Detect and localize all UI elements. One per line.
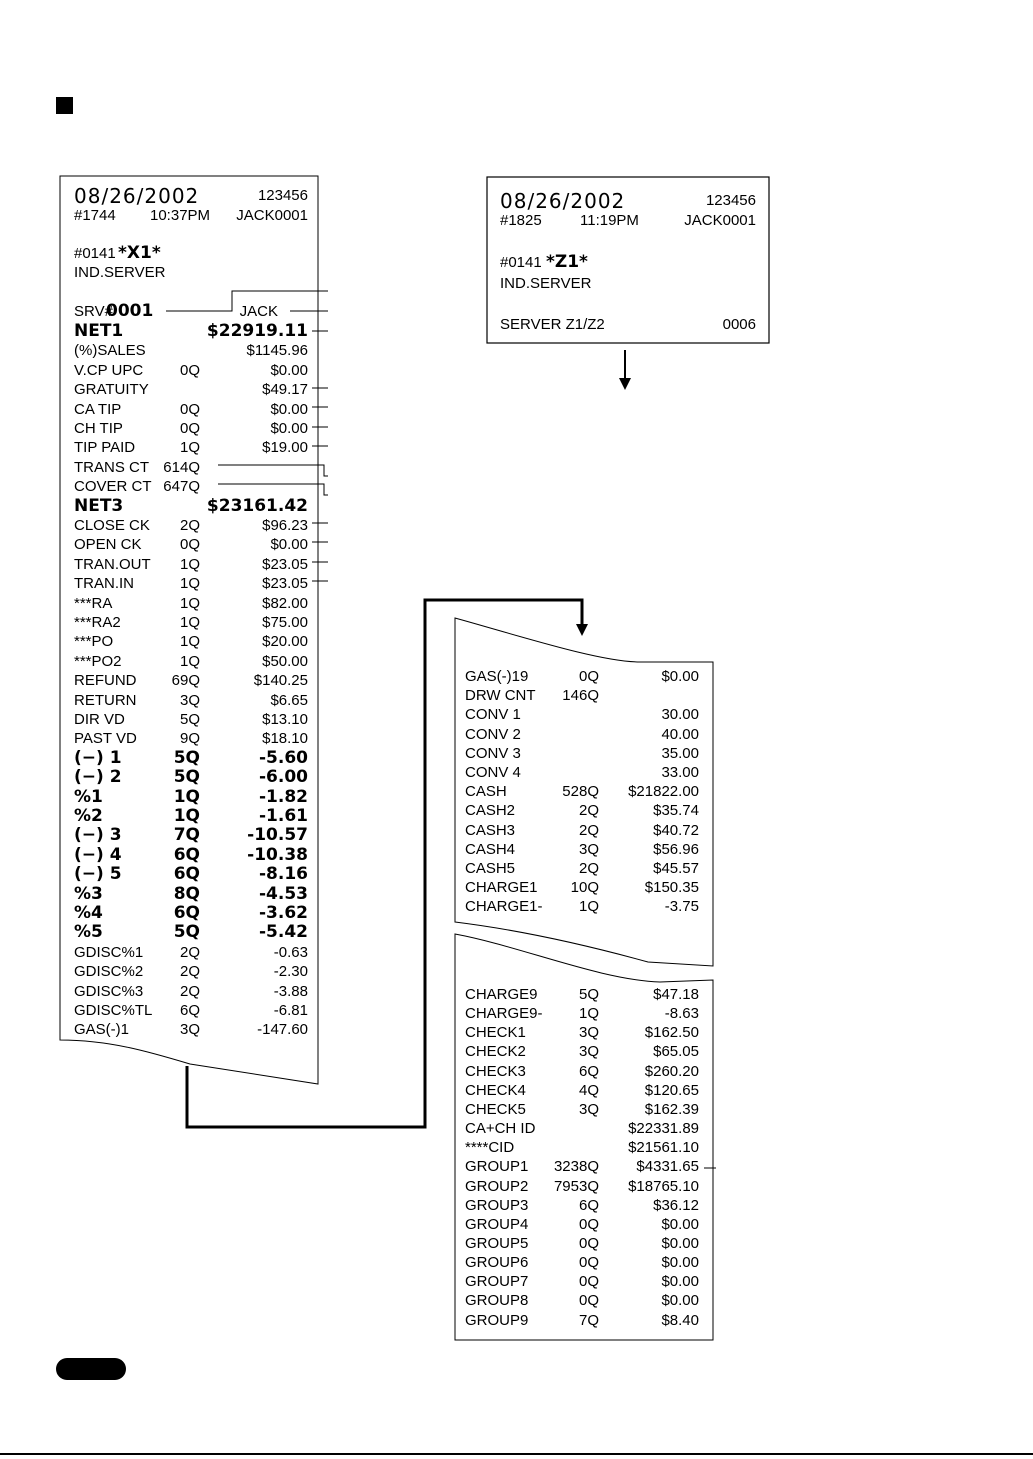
line-label: CONV 3 <box>465 744 521 762</box>
line-amount: $75.00 <box>262 614 308 631</box>
line-amount: $65.05 <box>653 1043 699 1061</box>
x-consec-no: #1744 <box>74 207 116 224</box>
line-label: GDISC%TL <box>74 1002 153 1019</box>
line-qty: 647Q <box>163 478 200 496</box>
line-label: CASH3 <box>465 821 516 839</box>
x-report-name: IND.SERVER <box>74 264 166 281</box>
line-qty: 5Q <box>173 922 200 943</box>
line-amount: -5.42 <box>259 922 308 943</box>
receipt-line <box>465 744 699 763</box>
line-label: CHARGE1 <box>465 879 538 897</box>
line-amount: $35.74 <box>653 802 699 820</box>
line-label: CLOSE CK <box>74 517 150 534</box>
line-qty: 1Q <box>179 633 200 651</box>
line-qty: 2Q <box>179 963 200 981</box>
line-label: (−) 5 <box>74 864 122 885</box>
line-qty: 0Q <box>578 1254 599 1272</box>
line-amount: 30.00 <box>661 706 699 724</box>
line-label: TIP PAID <box>74 439 136 457</box>
receipt-line <box>74 535 308 554</box>
line-label: TRANS CT <box>74 458 149 476</box>
receipt-line <box>74 904 308 923</box>
line-amount: $8.40 <box>661 1311 699 1329</box>
line-qty: 0Q <box>578 1292 599 1310</box>
x-report-receipt <box>74 184 308 1044</box>
line-label: %5 <box>74 922 103 943</box>
line-qty: 2Q <box>179 517 200 534</box>
line-label: RETURN <box>74 691 137 709</box>
z-time: 11:19PM <box>580 212 639 229</box>
line-label: CASH <box>465 783 507 801</box>
line-amount: $120.65 <box>644 1081 699 1099</box>
line-label: CA+CH ID <box>465 1120 536 1138</box>
line-label: TRAN.OUT <box>74 555 151 573</box>
line-qty: 2Q <box>578 802 599 820</box>
receipt-line <box>74 962 308 981</box>
line-amount: $0.00 <box>270 420 308 437</box>
line-amount: -147.60 <box>257 1021 308 1039</box>
page-tab <box>56 1358 126 1380</box>
z-report-receipt <box>500 189 756 339</box>
receipt-line <box>74 865 308 884</box>
z-counter-label: SERVER Z1/Z2 <box>500 316 605 333</box>
receipt-line <box>74 477 308 496</box>
line-amount: $0.00 <box>661 1215 699 1233</box>
x-machine-no: 123456 <box>257 187 308 204</box>
line-qty: 5Q <box>173 747 200 768</box>
line-qty: 0Q <box>179 420 200 437</box>
line-label: GROUP4 <box>465 1215 529 1233</box>
receipt-line <box>465 1042 699 1061</box>
receipt-line <box>74 846 308 865</box>
line-qty: 5Q <box>578 986 599 1003</box>
receipt-line <box>465 725 699 744</box>
line-label: CHARGE1- <box>465 898 543 916</box>
line-label: GROUP7 <box>465 1273 529 1291</box>
z-consec-no: #1825 <box>500 212 542 229</box>
receipt-line <box>74 729 308 748</box>
line-amount: $21561.10 <box>628 1139 699 1157</box>
line-amount: $140.25 <box>253 672 308 690</box>
receipt-line <box>74 691 308 710</box>
receipt-line <box>74 710 308 729</box>
line-label: NET1 <box>74 321 124 341</box>
x-time: 10:37PM <box>150 207 211 224</box>
line-label: CHARGE9- <box>465 1005 543 1023</box>
line-amount: $0.00 <box>270 536 308 554</box>
line-qty: 3Q <box>578 840 599 858</box>
receipt-line <box>74 1020 308 1039</box>
receipt-line <box>465 1177 699 1196</box>
line-qty: 8Q <box>173 883 200 904</box>
line-qty: 3Q <box>578 1024 599 1042</box>
receipt-line <box>74 341 308 360</box>
receipt-line <box>465 1100 699 1119</box>
receipt-line <box>465 1291 699 1310</box>
line-qty: 6Q <box>173 844 200 865</box>
line-amount: $22331.89 <box>628 1120 699 1138</box>
line-qty: 2Q <box>578 821 599 839</box>
receipt-line <box>74 652 308 671</box>
line-label: %1 <box>74 786 103 807</box>
line-qty: 1Q <box>179 652 200 670</box>
receipt-line <box>74 943 308 962</box>
line-qty: 528Q <box>562 783 599 801</box>
line-label: CONV 2 <box>465 725 521 743</box>
line-label: CASH4 <box>465 840 516 858</box>
receipt-line <box>74 768 308 787</box>
receipt-line <box>74 400 308 419</box>
line-label: GDISC%3 <box>74 982 144 1000</box>
line-amount: $23.05 <box>262 555 308 573</box>
receipt-line <box>465 1196 699 1215</box>
line-qty: 4Q <box>578 1081 599 1099</box>
line-amount: -3.88 <box>273 982 308 1000</box>
line-qty: 2Q <box>578 860 599 877</box>
line-label: GAS(-)1 <box>74 1021 130 1039</box>
line-amount: $0.00 <box>270 400 308 418</box>
receipt-line <box>74 1001 308 1020</box>
line-qty: 3Q <box>578 1043 599 1061</box>
line-qty: 0Q <box>578 1234 599 1252</box>
line-label: CH TIP <box>74 420 123 437</box>
line-qty: 3Q <box>578 1100 599 1118</box>
receipt-line <box>74 982 308 1001</box>
line-amount: $18765.10 <box>628 1177 699 1195</box>
line-qty: 146Q <box>562 687 599 705</box>
line-amount: $56.96 <box>653 840 699 858</box>
receipt-line <box>465 1157 699 1176</box>
z-date: 08/26/2002 <box>500 189 626 213</box>
x-server-no: 0001 <box>106 301 154 321</box>
x-date: 08/26/2002 <box>74 184 200 208</box>
receipt-line <box>74 632 308 651</box>
line-qty: 5Q <box>179 711 200 728</box>
line-amount: -3.62 <box>259 903 308 923</box>
receipt-line <box>74 322 308 341</box>
receipt-line <box>465 667 699 686</box>
line-label: CHECK3 <box>465 1062 526 1080</box>
line-amount: -10.57 <box>247 825 308 846</box>
receipt-line <box>465 1023 699 1042</box>
receipt-line <box>465 782 699 801</box>
receipt-line <box>465 1119 699 1138</box>
receipt-line <box>74 749 308 768</box>
line-amount: $162.50 <box>644 1024 699 1042</box>
receipt-line <box>465 897 699 916</box>
line-amount: 35.00 <box>661 744 699 762</box>
receipt-line <box>74 594 308 613</box>
line-qty: 6Q <box>578 1196 599 1214</box>
line-amount: $47.18 <box>653 986 699 1003</box>
receipt-line <box>465 763 699 782</box>
line-amount: $82.00 <box>262 594 308 612</box>
line-label: V.CP UPC <box>74 361 144 379</box>
z-report-id: #0141 <box>500 254 542 271</box>
line-label: (−) 3 <box>74 825 122 846</box>
x-operator: JACK0001 <box>236 207 308 224</box>
z-counter-value: 0006 <box>722 316 756 333</box>
line-qty: 7Q <box>578 1311 599 1329</box>
receipt-line <box>465 878 699 897</box>
page-bottom-rule <box>0 1453 1033 1455</box>
line-qty: 5Q <box>173 767 200 788</box>
line-label: ***RA <box>74 594 113 612</box>
receipt-line <box>74 516 308 535</box>
line-label: CHARGE9 <box>465 986 538 1003</box>
line-label: (−) 4 <box>74 844 122 865</box>
line-label: CHECK1 <box>465 1024 526 1042</box>
receipt-line <box>74 555 308 574</box>
receipt-line <box>74 826 308 845</box>
x-server-label: SRV# <box>74 303 113 320</box>
receipt-line <box>465 1311 699 1330</box>
line-qty: 1Q <box>179 575 200 593</box>
receipt-line <box>465 1215 699 1234</box>
line-qty: 0Q <box>578 1273 599 1291</box>
line-label: %2 <box>74 806 103 826</box>
line-label: GROUP2 <box>465 1177 529 1195</box>
line-label: NET3 <box>74 495 124 516</box>
line-amount: $22919.11 <box>206 321 308 341</box>
receipt-line <box>465 1272 699 1291</box>
line-qty: 0Q <box>578 1215 599 1233</box>
line-amount: $20.00 <box>262 633 308 651</box>
line-qty: 0Q <box>179 400 200 418</box>
receipt-line <box>74 885 308 904</box>
line-label: GRATUITY <box>74 381 149 399</box>
receipt-line <box>74 458 308 477</box>
line-qty: 7953Q <box>553 1177 599 1195</box>
line-label: (−) 1 <box>74 747 122 768</box>
line-label: CASH5 <box>465 860 516 877</box>
line-qty: 1Q <box>179 594 200 612</box>
line-amount: $0.00 <box>270 361 308 379</box>
line-amount: $0.00 <box>661 1254 699 1272</box>
line-qty: 3Q <box>179 1021 200 1039</box>
line-label: ***PO2 <box>74 652 122 670</box>
z-machine-no: 123456 <box>705 192 756 209</box>
z-operator: JACK0001 <box>684 212 756 229</box>
line-amount: $6.65 <box>270 691 308 709</box>
line-label: COVER CT <box>74 478 152 496</box>
line-label: CHECK5 <box>465 1100 526 1118</box>
receipt-line <box>465 821 699 840</box>
line-amount: $50.00 <box>262 652 308 670</box>
line-amount: -1.82 <box>259 786 308 807</box>
line-amount: -10.38 <box>247 844 308 865</box>
line-amount: $4331.65 <box>636 1158 699 1176</box>
receipt-line <box>465 1234 699 1253</box>
line-qty: 1Q <box>179 555 200 573</box>
receipt-line <box>465 985 699 1004</box>
arrow-down-head <box>619 378 631 390</box>
line-qty: 2Q <box>179 982 200 1000</box>
receipt-line <box>74 807 308 826</box>
receipt-line <box>74 923 308 942</box>
line-amount: $49.17 <box>262 381 308 399</box>
line-amount: -4.53 <box>259 883 308 904</box>
line-amount: $150.35 <box>644 879 699 897</box>
line-amount: $0.00 <box>661 1273 699 1291</box>
receipt-line <box>74 497 308 516</box>
line-qty: 2Q <box>179 943 200 961</box>
line-qty: 6Q <box>173 903 200 923</box>
connector-arrow-head <box>576 624 588 636</box>
line-qty: 1Q <box>179 614 200 631</box>
line-label: GROUP8 <box>465 1292 529 1310</box>
line-label: CHECK4 <box>465 1081 526 1099</box>
line-label: GROUP5 <box>465 1234 529 1252</box>
line-amount: $0.00 <box>661 1292 699 1310</box>
line-label: GROUP1 <box>465 1158 529 1176</box>
line-qty: 614Q <box>163 458 200 476</box>
line-qty: 1Q <box>578 1005 599 1023</box>
line-label: TRAN.IN <box>74 575 134 593</box>
x-report-mode: *X1* <box>118 243 161 263</box>
line-label: CHECK2 <box>465 1043 526 1061</box>
receipt-line <box>74 419 308 438</box>
line-amount: -0.63 <box>273 943 308 961</box>
line-label: GAS(-)19 <box>465 668 529 685</box>
line-amount: -6.00 <box>259 767 308 788</box>
line-amount: $45.57 <box>653 860 699 877</box>
receipt-line <box>465 1138 699 1157</box>
line-label: GDISC%2 <box>74 963 144 981</box>
receipt-line <box>74 788 308 807</box>
line-label: ***PO <box>74 633 114 651</box>
receipt-line <box>465 840 699 859</box>
line-amount: 33.00 <box>661 764 699 781</box>
line-amount: $0.00 <box>661 1234 699 1252</box>
receipt-line <box>74 438 308 457</box>
line-label: CA TIP <box>74 400 122 418</box>
receipt-line <box>465 801 699 820</box>
line-qty: 3Q <box>179 691 200 709</box>
line-amount: -8.16 <box>259 864 308 885</box>
line-label: GROUP6 <box>465 1254 529 1272</box>
receipt-line <box>74 671 308 690</box>
line-label: GROUP3 <box>465 1196 529 1214</box>
receipt-line <box>74 574 308 593</box>
line-label: DIR VD <box>74 711 125 728</box>
line-label: PAST VD <box>74 730 137 748</box>
line-qty: 3238Q <box>553 1158 599 1176</box>
receipt-line <box>465 705 699 724</box>
line-amount: $36.12 <box>653 1196 699 1214</box>
line-label: CONV 1 <box>465 706 521 724</box>
line-amount: $21822.00 <box>628 783 699 801</box>
line-qty: 6Q <box>173 864 200 885</box>
receipt-line <box>465 859 699 878</box>
line-amount: $1145.96 <box>246 342 308 360</box>
z-report-mode: *Z1* <box>546 252 588 272</box>
line-amount: $18.10 <box>262 730 308 748</box>
line-label: CASH2 <box>465 802 516 820</box>
line-label: OPEN CK <box>74 536 142 554</box>
receipt-line <box>465 1081 699 1100</box>
line-amount: -8.63 <box>664 1005 699 1023</box>
line-amount: -5.60 <box>259 747 308 768</box>
line-amount: -6.81 <box>273 1002 308 1019</box>
line-qty: 0Q <box>179 361 200 379</box>
line-qty: 1Q <box>173 806 200 826</box>
line-amount: $260.20 <box>644 1062 699 1080</box>
line-label: %4 <box>74 903 103 923</box>
line-qty: 9Q <box>179 730 200 748</box>
line-qty: 6Q <box>179 1002 200 1019</box>
line-label: GDISC%1 <box>74 943 144 961</box>
line-amount: -1.61 <box>259 806 308 826</box>
line-label: %3 <box>74 883 103 904</box>
line-amount: 40.00 <box>661 725 699 743</box>
line-label: GROUP9 <box>465 1311 529 1329</box>
receipt-line <box>74 380 308 399</box>
line-qty: 69Q <box>171 672 200 690</box>
line-amount: $13.10 <box>262 711 308 728</box>
x-server-name: JACK <box>239 303 278 320</box>
line-amount: $0.00 <box>661 668 699 685</box>
line-label: (%)SALES <box>74 342 146 360</box>
receipt-line <box>74 613 308 632</box>
receipt-line <box>465 1062 699 1081</box>
line-qty: 1Q <box>578 898 599 916</box>
line-label: REFUND <box>74 672 137 690</box>
line-amount: $162.39 <box>644 1100 699 1118</box>
line-amount: -2.30 <box>273 963 308 981</box>
line-label: DRW CNT <box>465 687 536 705</box>
line-amount: $40.72 <box>653 821 699 839</box>
line-qty: 0Q <box>578 668 599 685</box>
line-label: (−) 2 <box>74 767 122 788</box>
receipt-line <box>465 1004 699 1023</box>
line-amount: $23.05 <box>262 575 308 593</box>
line-amount: $23161.42 <box>206 495 308 516</box>
line-label: ***RA2 <box>74 614 121 631</box>
line-label: ****CID <box>465 1139 515 1157</box>
line-amount: $96.23 <box>262 517 308 534</box>
line-amount: $19.00 <box>262 439 308 457</box>
line-qty: 1Q <box>179 439 200 457</box>
receipt-line <box>465 686 699 705</box>
line-qty: 7Q <box>173 825 200 846</box>
line-qty: 1Q <box>173 786 200 807</box>
receipt-line <box>465 1253 699 1272</box>
z-report-name: IND.SERVER <box>500 275 592 292</box>
line-qty: 10Q <box>570 879 599 897</box>
line-qty: 0Q <box>179 536 200 554</box>
line-qty: 6Q <box>578 1062 599 1080</box>
continued-receipt-top <box>465 667 699 927</box>
x-report-id: #0141 <box>74 245 116 262</box>
line-amount: -3.75 <box>664 898 699 916</box>
receipt-line <box>74 361 308 380</box>
continued-receipt-bottom <box>465 985 699 1335</box>
line-label: CONV 4 <box>465 764 521 781</box>
